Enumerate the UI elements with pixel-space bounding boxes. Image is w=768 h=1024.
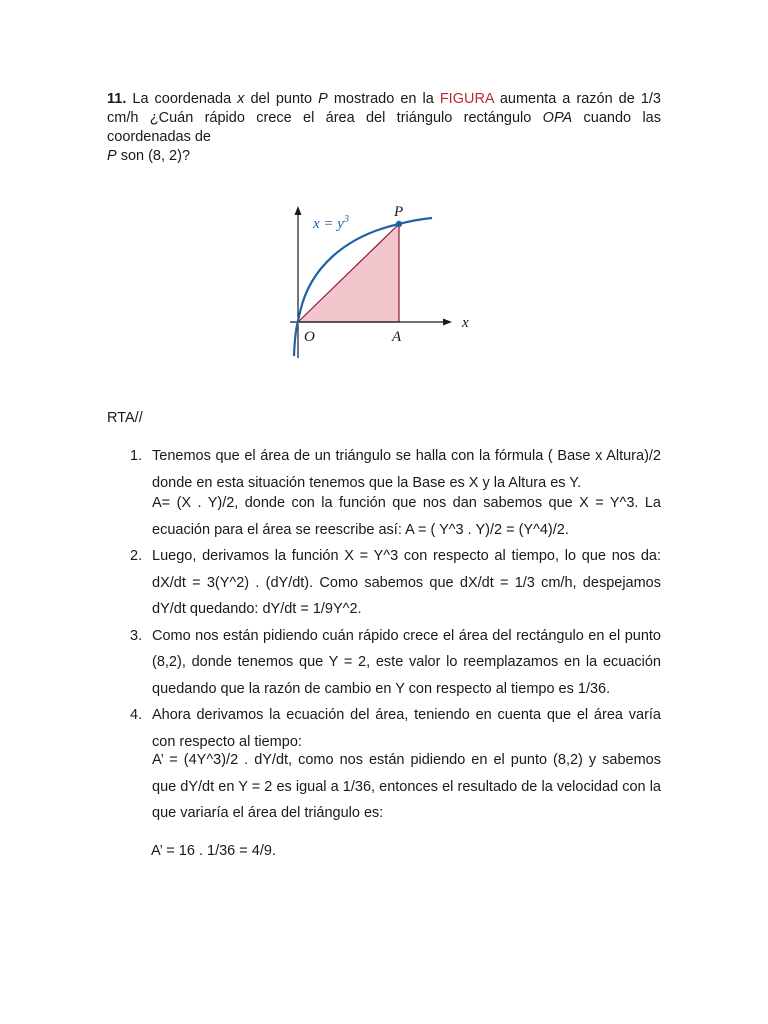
problem-text-part: aumenta a razón de 1/3 cm/h ¿Cuán rápido crece el área del triángulo rectángulo [107,91,661,126]
point-p [396,221,402,227]
label-x: x [462,315,469,331]
equation-base: x = y [313,216,344,232]
problem-text-line2 [107,147,661,166]
problem-number: 11. [107,91,127,107]
problem-text-part: mostrado en la [327,91,440,107]
p-variable: P [107,148,117,164]
step-text: Luego, derivamos la función X = Y^3 con respecto al tiempo, lo que nos da: dX/dt = 3(Y^2) . (dY/dt). Como sabemos que dX/dt = 1/3 cm/h, despejamos dY/dt quedando: dY/dt = 1/9Y^2. [152,548,661,617]
rta-heading: RTA// [107,410,143,426]
step-text: Como nos están pidiendo cuán rápido crece el área del rectángulo en el punto (8,2), donde tenemos que Y = 2, este valor lo reemplazamos en la ecuación quedando que la razón de cambio en Y con respecto al tiempo es 1/36. [152,627,661,697]
step-number: 4. [130,707,143,723]
equation-exponent: 3 [343,214,349,225]
x-variable: x [237,91,245,107]
step-2 [107,543,661,623]
step-number: 1. [130,448,143,464]
problem-statement [107,90,661,166]
problem-text-part: cuando las coordenadas de [107,110,661,145]
problem-text-part: del punto [244,91,319,107]
p-variable: P [318,91,328,107]
step-text: A’ = (4Y^3)/2 . dY/dt, como nos están pidiendo en el punto (8,2) y sabemos que dY/dt en Y = 2 es igual a 1/36, entonces el resultado de la velocidad con la que variaría el área del triángulo es: [152,752,661,821]
problem-text [107,90,661,147]
step-4 [107,702,661,827]
step-text: A= (X . Y)/2, donde con la función que nos dan sabemos que X = Y^3. La ecuación para el área se reescribe así: A = ( Y^3 . Y)/2 = (Y^4)/2. [152,495,661,538]
triangle-figure [280,198,480,363]
curve-equation [312,214,349,232]
final-result: A’ = 16 . 1/36 = 4/9. [151,843,276,859]
x-axis-arrow [443,319,452,326]
figura-reference: FIGURA [439,91,494,107]
label-a: A [392,329,402,345]
label-p: P [394,204,404,220]
problem-text-part: son (8, 2)? [116,148,191,164]
step-1 [107,443,661,543]
label-o: O [304,329,315,345]
problem-text-part: La coordenada [126,91,238,107]
step-text: Tenemos que el área de un triángulo se halla con la fórmula ( Base x Altura)/2 donde en esta situación tenemos que la Base es X y la Altura es Y. [152,448,661,491]
triangle-opa [298,224,399,322]
solution-steps [107,443,661,827]
step-3 [107,623,661,703]
y-axis-arrow [295,206,302,215]
step-number: 2. [130,548,143,564]
opa-variable: OPA [542,110,573,126]
step-number: 3. [130,627,143,644]
step-text: Ahora derivamos la ecuación del área, teniendo en cuenta que el área varía con respecto al tiempo: [152,707,661,750]
